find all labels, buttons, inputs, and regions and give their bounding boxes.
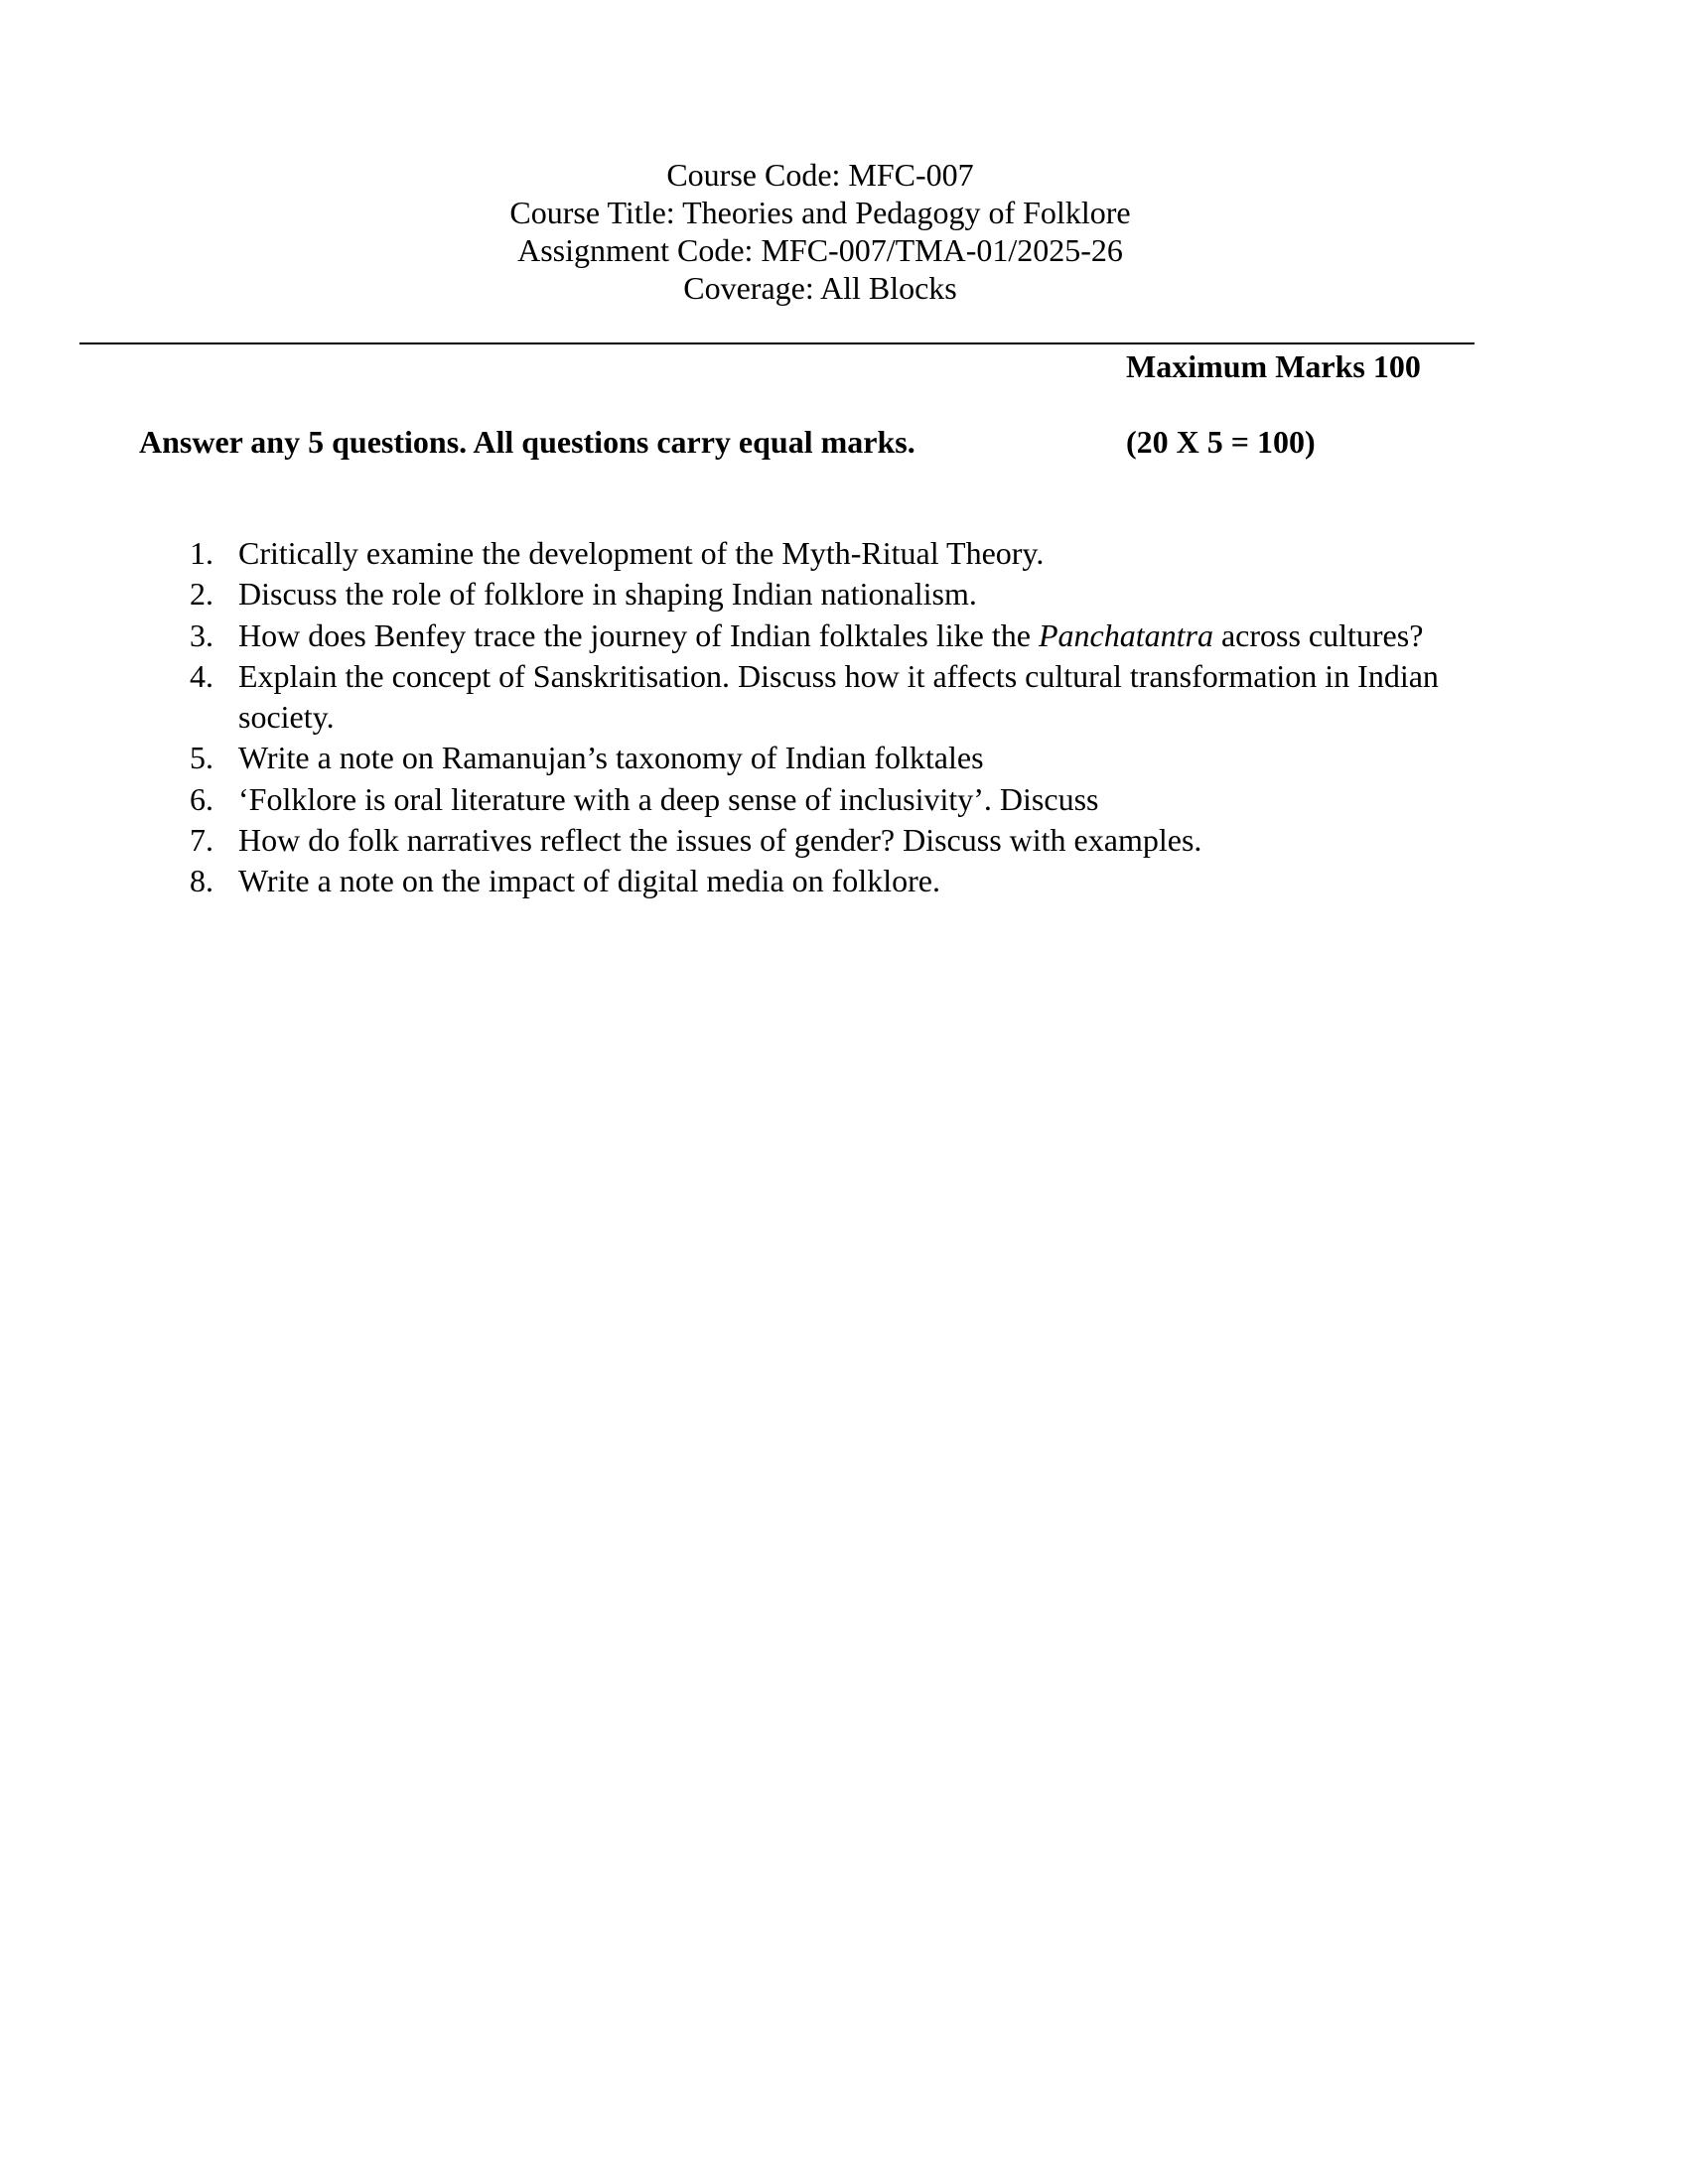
question-number: 7. <box>190 822 213 859</box>
question-text: How do folk narratives reflect the issues of gender? Discuss with examples. <box>238 822 1202 859</box>
question-list <box>169 533 1499 902</box>
question-item <box>169 615 1499 656</box>
question-item <box>169 861 1499 901</box>
course-title: Course Title: Theories and Pedagogy of Folklore <box>509 195 1131 230</box>
document-header <box>0 156 1640 307</box>
instruction-text: Answer any 5 questions. All questions carry equal marks. <box>139 424 915 460</box>
question-number: 5. <box>190 740 213 776</box>
course-code: Course Code: MFC-007 <box>666 157 974 193</box>
question-number: 4. <box>190 657 213 694</box>
question-text: Discuss the role of folklore in shaping Indian nationalism. <box>238 576 977 613</box>
question-number: 2. <box>190 576 213 613</box>
question-text: Write a note on Ramanujan’s taxonomy of Indian folktales <box>238 740 984 776</box>
question-text: ‘Folklore is oral literature with a deep sense of inclusivity’. Discuss <box>238 780 1099 817</box>
question-item <box>169 656 1499 739</box>
marks-formula: (20 X 5 = 100) <box>1126 424 1316 460</box>
question-text-italic: Panchatantra <box>1038 616 1213 653</box>
maximum-marks: Maximum Marks 100 <box>1126 348 1421 384</box>
question-text <box>238 617 1423 653</box>
question-text: Critically examine the development of the Myth-Ritual Theory. <box>238 535 1045 571</box>
question-text: Explain the concept of Sanskritisation. Discuss how it affects cultural transformation in Indian society. <box>238 657 1439 736</box>
question-text-part: How does Benfey trace the journey of Indian folktales like the <box>238 616 1039 653</box>
question-item <box>169 738 1499 778</box>
question-item <box>169 779 1499 820</box>
question-number: 8. <box>190 863 213 899</box>
question-item <box>169 574 1499 614</box>
question-number: 3. <box>190 616 213 653</box>
question-item <box>169 820 1499 861</box>
coverage: Coverage: All Blocks <box>683 270 957 306</box>
question-text: Write a note on the impact of digital media on folklore. <box>238 863 940 899</box>
question-text-part: across cultures? <box>1212 616 1424 653</box>
assignment-code: Assignment Code: MFC-007/TMA-01/2025-26 <box>517 232 1123 268</box>
question-number: 1. <box>190 535 213 571</box>
question-number: 6. <box>190 780 213 817</box>
question-item <box>169 533 1499 574</box>
